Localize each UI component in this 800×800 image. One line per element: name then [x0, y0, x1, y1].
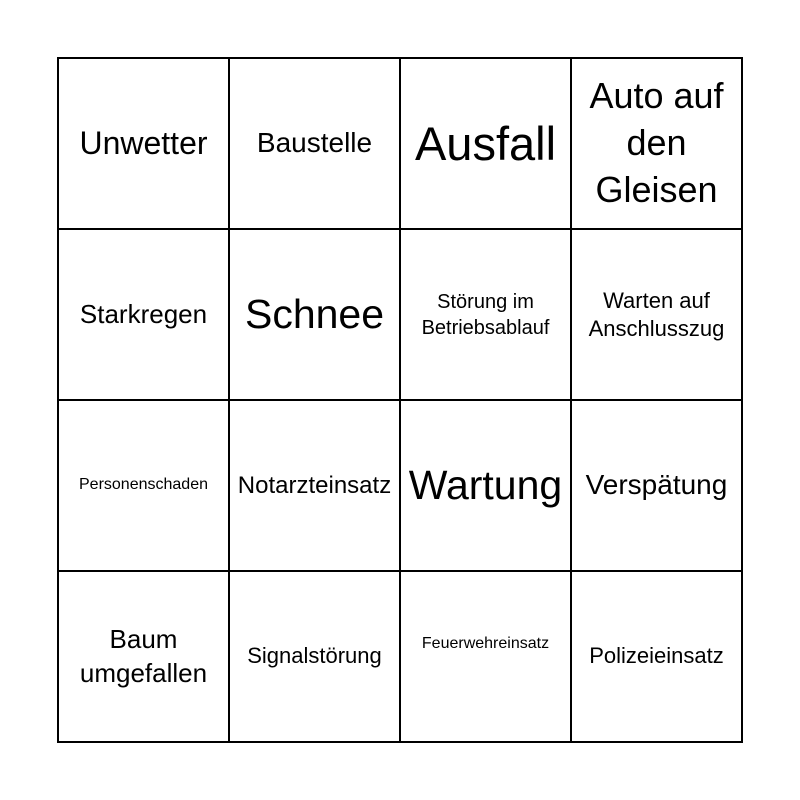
bingo-cell[interactable] [59, 401, 230, 572]
bingo-cell-label: Schnee [244, 290, 385, 337]
bingo-cell-label: Feuerwehreinsatz [421, 635, 550, 653]
bingo-cell-label: Polizeieinsatz [589, 643, 724, 669]
bingo-cell-label: Signalstörung [247, 643, 382, 669]
bingo-cell-label: Ausfall [414, 116, 557, 170]
bingo-cell-label: Störung im Betriebsablauf [421, 290, 550, 339]
bingo-cell-label: Unwetter [79, 124, 208, 161]
bingo-cell[interactable] [401, 401, 572, 572]
bingo-cell[interactable] [401, 59, 572, 230]
bingo-cell[interactable] [59, 230, 230, 401]
bingo-cell[interactable] [59, 59, 230, 230]
bingo-cell-label: Wartung [408, 461, 563, 508]
bingo-cell-label: Warten auf Anschlusszug [588, 288, 725, 341]
bingo-cell-label: Starkregen [79, 298, 208, 329]
bingo-cell[interactable] [572, 572, 743, 743]
bingo-cell[interactable] [401, 572, 572, 743]
bingo-cell[interactable] [572, 401, 743, 572]
bingo-cell[interactable] [401, 230, 572, 401]
bingo-cell[interactable] [59, 572, 230, 743]
bingo-cell[interactable] [572, 230, 743, 401]
bingo-cell-label: Auto auf den Gleisen [589, 75, 724, 210]
bingo-cell-label: Notarzteinsatz [237, 471, 392, 499]
bingo-board [57, 57, 743, 743]
bingo-cell[interactable] [230, 230, 401, 401]
bingo-cell[interactable] [572, 59, 743, 230]
bingo-cell-label: Baum umgefallen [79, 623, 208, 688]
bingo-cell[interactable] [230, 59, 401, 230]
bingo-cell-label: Personenschaden [79, 476, 208, 494]
bingo-cell[interactable] [230, 572, 401, 743]
bingo-cell-label: Baustelle [256, 127, 373, 159]
bingo-cell-label: Verspätung [585, 469, 728, 501]
bingo-cell[interactable] [230, 401, 401, 572]
